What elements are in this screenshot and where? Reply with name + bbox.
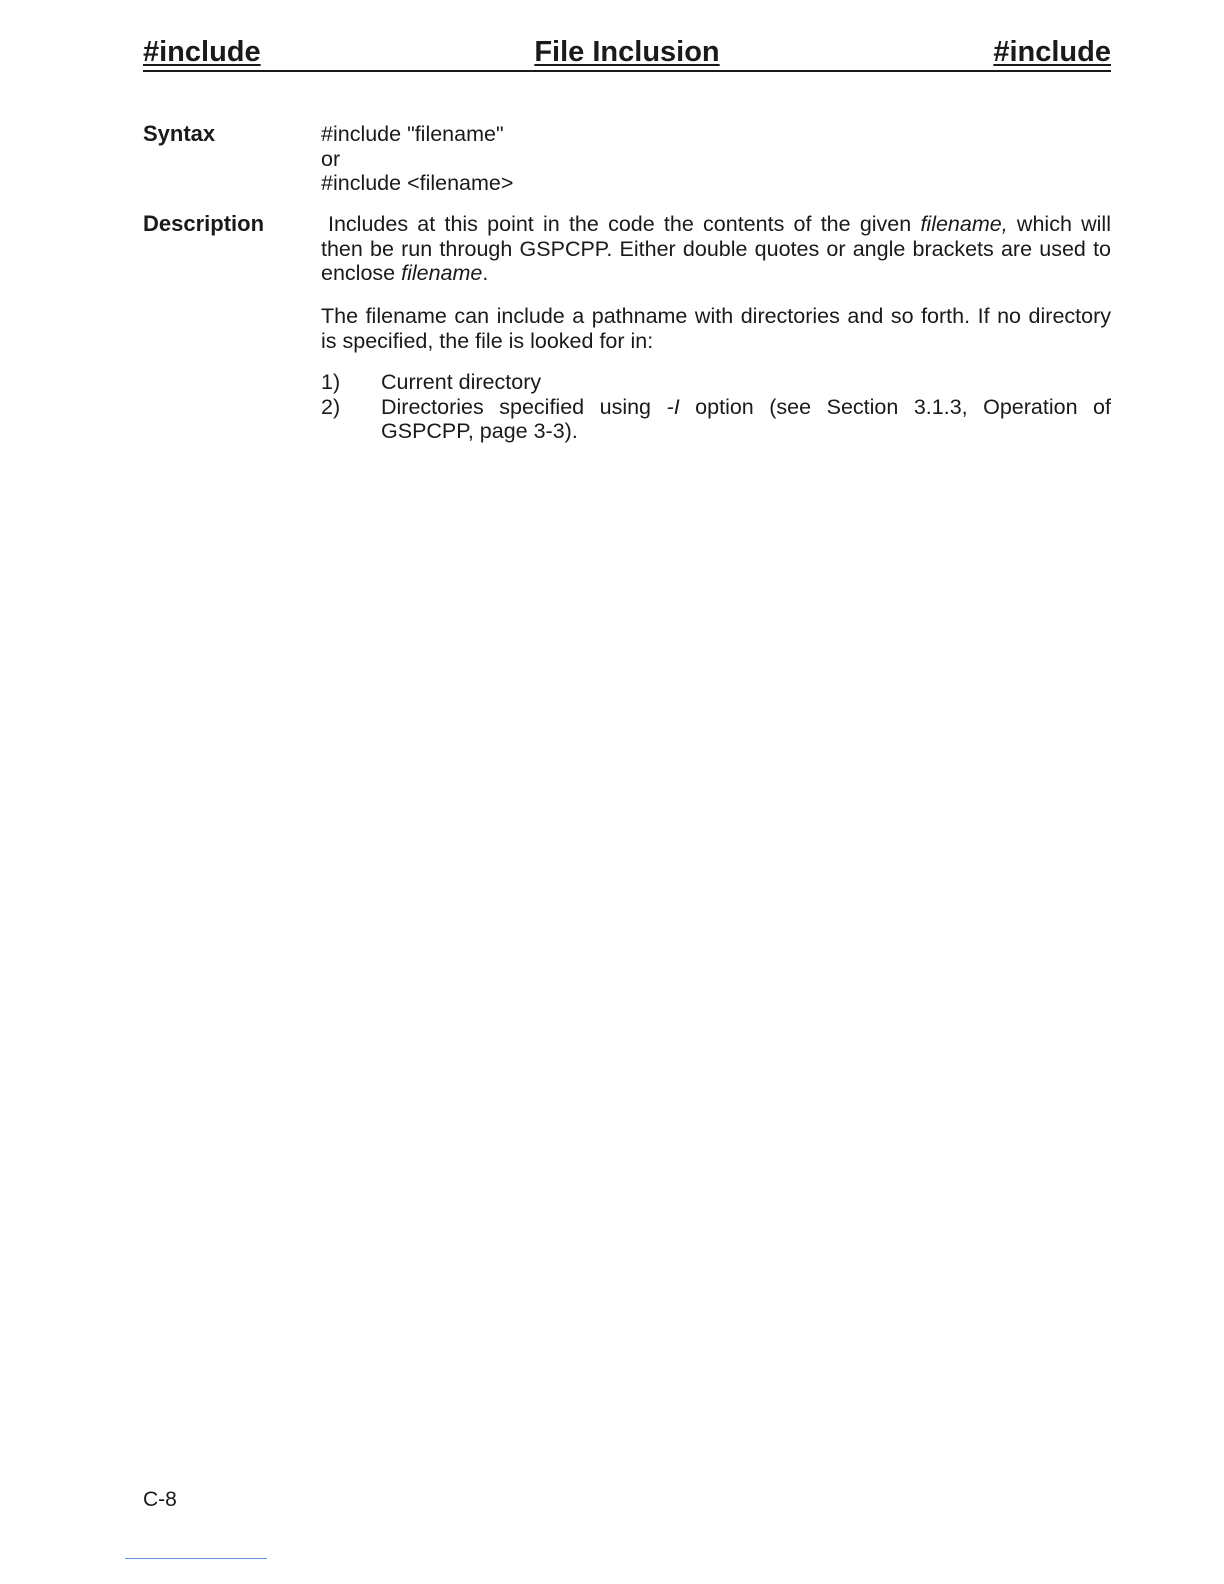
header-left-title: #include [143,36,261,68]
header-center-title: File Inclusion [534,36,720,68]
description-paragraph-2: The filename can include a pathname with directories and so forth. If no directory is specified, the file is looked for in: [321,304,1111,353]
p1-emphasis-filename-2: filename [401,261,483,285]
list-item-text-after: option (see Section 3.1.3, Operation of GSPCPP, page 3-3). [381,394,1111,443]
p1-text-middle: which will then be run through GSPCPP. Either double quotes or angle brackets are used to enclose [321,212,1111,285]
syntax-line-2: or [321,146,341,171]
list-item-emphasis-option: -I [666,394,680,419]
header-right-title: #include [993,36,1111,68]
p1-text-before: Includes at this point in the code the contents of the given [328,212,921,236]
list-item [321,395,1111,444]
description-paragraph-1 [321,212,1111,286]
syntax-line-1: #include "filename" [321,122,504,146]
syntax-block [321,122,1111,196]
list-item-number: 1) [321,370,341,394]
description-label: Description [143,211,265,236]
p1-emphasis-filename: filename, [920,212,1008,236]
list-item-number: 2) [321,394,341,419]
scan-artifact-line [125,1558,267,1559]
page-number: C-8 [143,1488,177,1511]
syntax-label: Syntax [143,121,216,146]
list-item-text-before: Directories specified using [381,394,667,419]
list-item-text: Current directory [381,370,542,394]
syntax-line-3: #include <filename> [321,171,514,195]
page-header [143,34,1111,72]
list-item [321,370,1111,395]
p1-text-after: . [482,261,489,285]
search-order-list [321,370,1111,444]
